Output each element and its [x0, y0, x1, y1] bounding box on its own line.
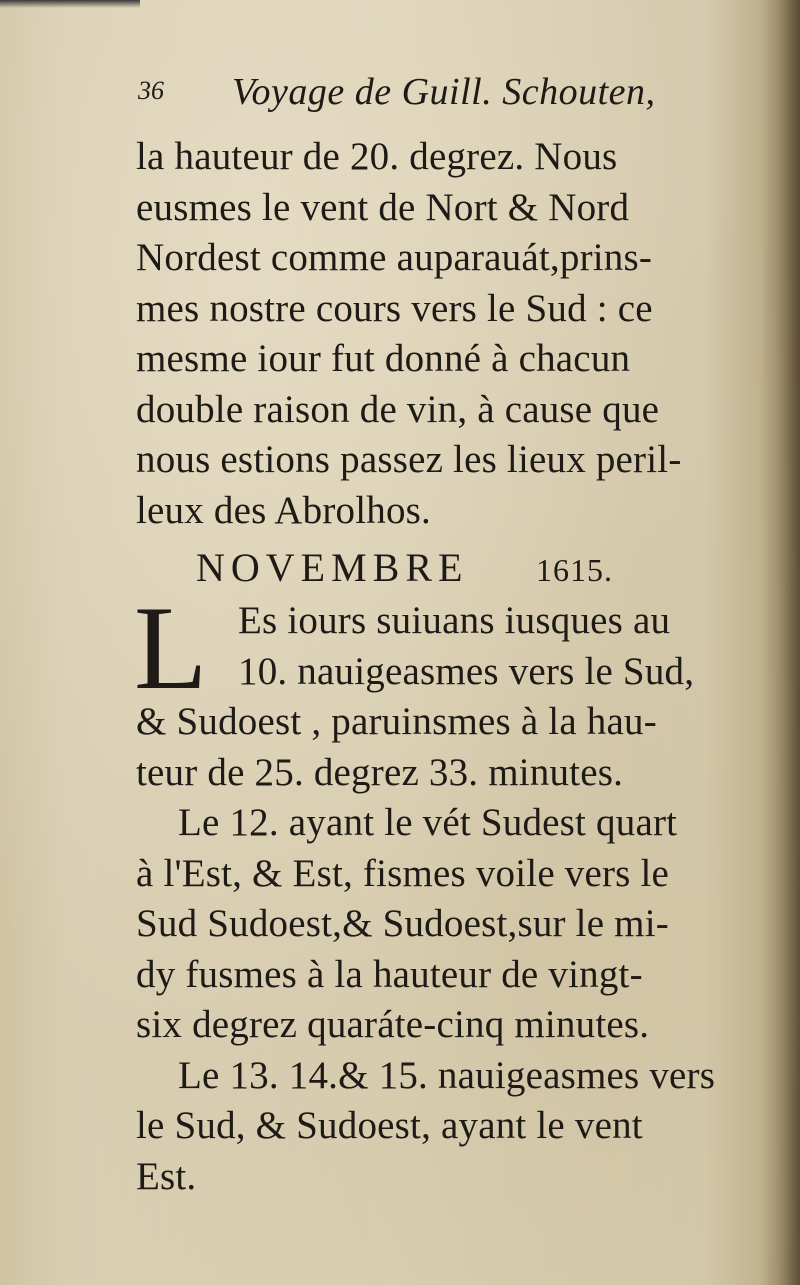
text-line: nous estions passez les lieux peril- [136, 438, 682, 481]
text-line: & Sudoest , paruinsmes à la hau- [136, 700, 657, 743]
text-line: dy fusmes à la hauteur de vingt- [136, 952, 643, 996]
text-line: double raison de vin, à cause que [136, 387, 660, 431]
text-line: Est. [136, 1154, 197, 1198]
text-line: le Sud, & Sudoest, ayant le vent [136, 1104, 643, 1147]
text-line: leux des Abrolhos. [136, 488, 431, 532]
paragraph-2 [134, 581, 736, 798]
page-number: 36 [138, 76, 164, 105]
text-line: teur de 25. degrez 33. minutes. [136, 750, 624, 794]
text-line: la hauteur de 20. degrez. Nous [136, 135, 618, 178]
text-line: mesme iour fut donné à chacun [136, 337, 631, 380]
text-line: six degrez quaráte-cinq minutes. [136, 1003, 650, 1046]
section-heading [136, 540, 736, 596]
month-title: NOVEMBRE [196, 545, 469, 590]
paragraph-4 [136, 1051, 736, 1203]
drop-cap: L [134, 581, 208, 714]
text-line: Sud Sudoest,& Sudoest,sur le mi- [136, 902, 669, 945]
running-head: Voyage de Guill. Schouten, [232, 71, 656, 113]
page-text [136, 70, 736, 1202]
text-line: 10. nauigeasmes vers le Sud, [238, 649, 695, 693]
page-header [136, 70, 736, 132]
text-line: à l'Est, & Est, fismes voile vers le [136, 851, 670, 895]
binding-gutter [760, 0, 800, 1285]
text-line: Le 12. ayant le vét Sudest quart [178, 801, 678, 844]
text-line: Nordest comme auparauát,prins- [136, 236, 653, 279]
text-line: Es iours suiuans iusques au [238, 599, 671, 642]
paragraph-3 [136, 798, 736, 1051]
year: 1615. [536, 552, 613, 588]
text-line: mes nostre cours vers le Sud : ce [136, 286, 653, 330]
paragraph-1 [136, 132, 736, 536]
text-line: eusmes le vent de Nort & Nord [136, 185, 630, 229]
text-line: Le 13. 14.& 15. nauigeasmes vers [178, 1053, 716, 1097]
page-edge-shadow [0, 0, 140, 8]
